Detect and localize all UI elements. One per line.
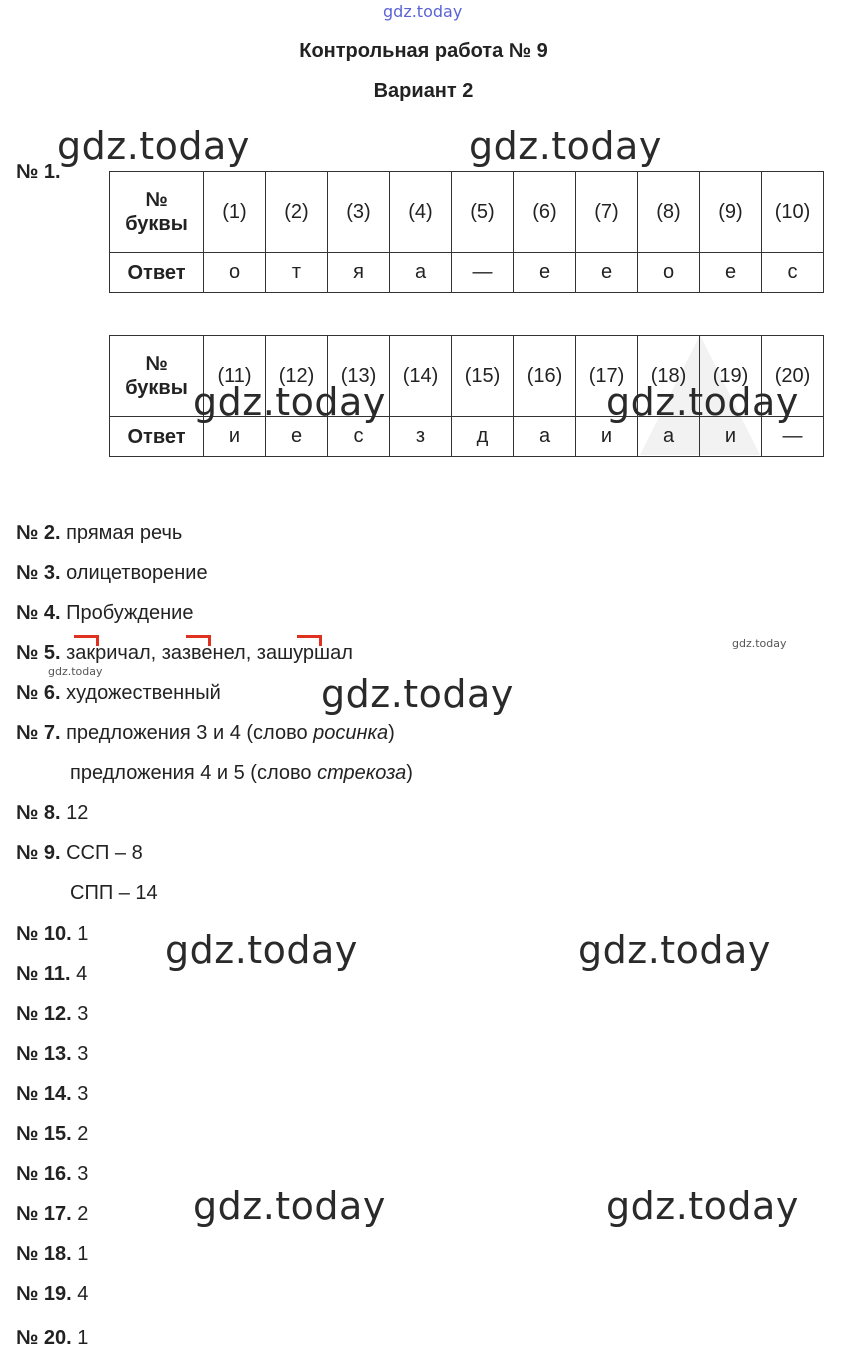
page-title: Контрольная работа № 9 — [299, 40, 548, 62]
letter-answer: е — [514, 253, 576, 293]
letter-answer: е — [576, 253, 638, 293]
letter-number: (5) — [452, 172, 514, 253]
answer-row: № 10. 1 — [16, 923, 89, 945]
watermark: gdz.today — [578, 928, 771, 972]
variant-title: Вариант 2 — [373, 80, 474, 102]
letter-answer: о — [204, 253, 266, 293]
letter-number: (16) — [514, 336, 576, 417]
watermark: gdz.today — [57, 124, 250, 168]
watermark: gdz.today — [321, 672, 514, 716]
letter-answer: д — [452, 417, 514, 457]
watermark: gdz.today — [165, 928, 358, 972]
task-label: № 1. — [16, 161, 61, 183]
answer-row: № 17. 2 — [16, 1203, 89, 1225]
answer-row: № 16. 3 — [16, 1163, 89, 1185]
answer-header: Ответ — [110, 253, 204, 293]
letter-number: (8) — [638, 172, 700, 253]
letter-number: (13) — [328, 336, 390, 417]
letter-answer: и — [700, 417, 762, 457]
answer-row: № 8. 12 — [16, 802, 89, 824]
letter-answer: а — [514, 417, 576, 457]
letter-answer: а — [638, 417, 700, 457]
answer-row: № 9. ССП – 8 — [16, 842, 143, 864]
letter-answer: я — [328, 253, 390, 293]
letter-answer: з — [390, 417, 452, 457]
answer-row: № 3. олицетворение — [16, 562, 208, 584]
letter-answer: с — [762, 253, 824, 293]
watermark-small: gdz.today — [48, 665, 103, 678]
row-header: № буквы — [110, 172, 204, 253]
answer-row: № 6. художественный — [16, 682, 221, 704]
letter-number: (10) — [762, 172, 824, 253]
answer-row-continuation: СПП – 14 — [70, 882, 158, 904]
watermark: gdz.today — [193, 1184, 386, 1228]
answer-row: № 12. 3 — [16, 1003, 89, 1025]
letter-number: (9) — [700, 172, 762, 253]
letter-number: (20) — [762, 336, 824, 417]
answer-row: № 20. 1 — [16, 1327, 89, 1349]
letter-answer: е — [266, 417, 328, 457]
answer-row: № 4. Пробуждение — [16, 602, 194, 624]
answer-row: № 11. 4 — [16, 963, 88, 985]
answer-row: № 13. 3 — [16, 1043, 89, 1065]
letters-table-1 — [109, 171, 824, 293]
watermark: gdz.today — [469, 124, 662, 168]
answer-row: № 18. 1 — [16, 1243, 89, 1265]
letter-answer: т — [266, 253, 328, 293]
letter-answer: — — [762, 417, 824, 457]
letter-answer: и — [576, 417, 638, 457]
letter-number: (19) — [700, 336, 762, 417]
answer-row: № 2. прямая речь — [16, 522, 183, 544]
answer-row: № 5. закричал, зазвенел, зашуршал — [16, 642, 353, 664]
letter-number: (4) — [390, 172, 452, 253]
letter-number: (2) — [266, 172, 328, 253]
letter-answer: — — [452, 253, 514, 293]
letter-answer: о — [638, 253, 700, 293]
answer-row: № 7. предложения 3 и 4 (слово росинка) — [16, 722, 395, 744]
answer-header: Ответ — [110, 417, 204, 457]
letter-number: (3) — [328, 172, 390, 253]
watermark-top: gdz.today — [383, 2, 463, 21]
answer-row-continuation: предложения 4 и 5 (слово стрекоза) — [70, 762, 413, 784]
letter-number: (6) — [514, 172, 576, 253]
letter-number: (15) — [452, 336, 514, 417]
answer-row: № 15. 2 — [16, 1123, 89, 1145]
row-header: № буквы — [110, 336, 204, 417]
letter-answer: е — [700, 253, 762, 293]
letter-answer: а — [390, 253, 452, 293]
letter-number: (7) — [576, 172, 638, 253]
letter-number: (12) — [266, 336, 328, 417]
letter-number: (18) — [638, 336, 700, 417]
watermark-small: gdz.today — [732, 637, 787, 650]
letter-number: (17) — [576, 336, 638, 417]
letter-number: (14) — [390, 336, 452, 417]
letter-answer: и — [204, 417, 266, 457]
letter-number: (1) — [204, 172, 266, 253]
letter-answer: с — [328, 417, 390, 457]
watermark: gdz.today — [606, 1184, 799, 1228]
watermark: gdz.today — [193, 380, 386, 424]
letter-number: (11) — [204, 336, 266, 417]
answer-row: № 14. 3 — [16, 1083, 89, 1105]
answer-row: № 19. 4 — [16, 1283, 89, 1305]
watermark: gdz.today — [606, 380, 799, 424]
